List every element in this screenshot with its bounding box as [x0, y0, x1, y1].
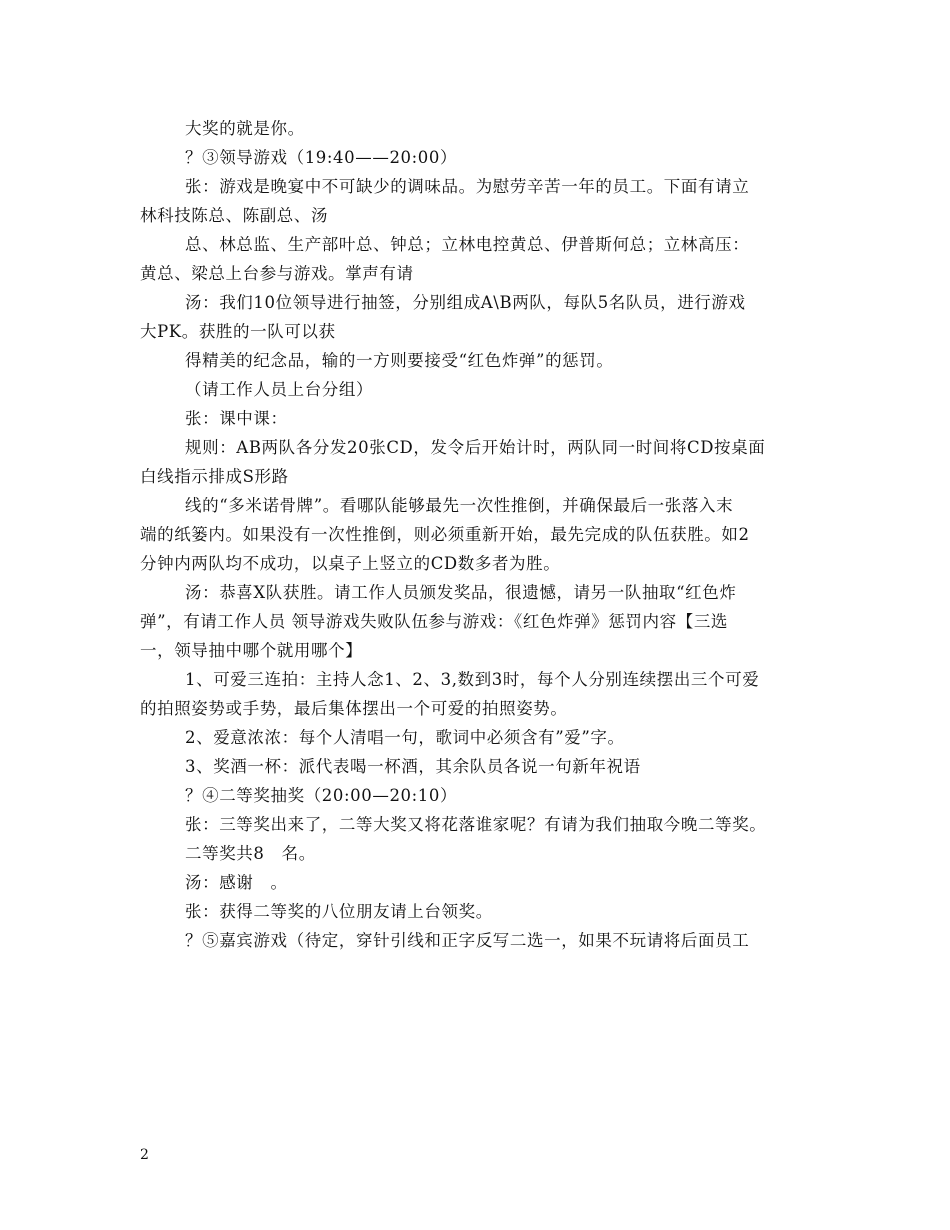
text-line: 一，领导抽中哪个就用哪个】 — [140, 641, 363, 660]
text-line: 得精美的纪念品，输的一方则要接受“红色炸弹”的惩罚。 — [185, 351, 614, 370]
text-line: 汤：恭喜X队获胜。请工作人员颁发奖品，很遗憾，请另一队抽取“红色炸 — [185, 583, 737, 602]
text-line: 黄总、梁总上台参与游戏。掌声有请 — [140, 264, 414, 283]
text-line: 汤：感谢 。 — [185, 873, 288, 892]
text-line: 汤：我们10位领导进行抽签，分别组成A\B两队，每队5名队员，进行游戏 — [185, 293, 746, 312]
text-line: 大奖的就是你。 — [185, 119, 305, 138]
text-line: 3、奖酒一杯：派代表喝一杯酒，其余队员各说一句新年祝语 — [185, 757, 641, 776]
text-line: 的拍照姿势或手势，最后集体摆出一个可爱的拍照姿势。 — [140, 699, 568, 718]
text-line: 白线指示排成S形路 — [140, 467, 289, 486]
text-line: 张：游戏是晚宴中不可缺少的调味品。为慰劳辛苦一年的员工。下面有请立 — [185, 177, 750, 196]
text-line: 线的“多米诺骨牌”。看哪队能够最先一次性推倒，并确保最后一张落入末 — [185, 496, 734, 515]
text-line: 端的纸篓内。如果没有一次性推倒，则必须重新开始，最先完成的队伍获胜。如2 — [140, 525, 750, 544]
document-page — [140, 114, 812, 955]
text-line: 总、林总监、生产部叶总、钟总；立林电控黄总、伊普斯何总；立林高压： — [185, 235, 750, 254]
text-line: 张：课中课： — [185, 409, 288, 428]
text-line: 大PK。获胜的一队可以获 — [140, 322, 336, 341]
text-line: 2、爱意浓浓：每个人清唱一句，歌词中必须含有”爱”字。 — [185, 728, 625, 747]
text-line: 张：三等奖出来了，二等大奖又将花落谁家呢？有请为我们抽取今晚二等奖。 — [185, 815, 767, 834]
text-line: 弹”，有请工作人员 领导游戏失败队伍参与游戏：《红色炸弹》惩罚内容【三选 — [140, 612, 729, 631]
text-line: 张：获得二等奖的八位朋友请上台领奖。 — [185, 902, 493, 921]
text-line: 二等奖共8 名。 — [185, 844, 316, 863]
text-line: ？③领导游戏（19:40——20:00） — [185, 148, 458, 167]
text-line: ？④二等奖抽奖（20:00—20:10） — [185, 786, 458, 805]
page-number: 2 — [140, 1147, 149, 1163]
text-line: （请工作人员上台分组） — [185, 380, 374, 399]
text-line: ？⑤嘉宾游戏（待定，穿针引线和正字反写二选一，如果不玩请将后面员工 — [185, 931, 750, 950]
text-line: 1、可爱三连拍：主持人念1、2、3,数到3时，每个人分别连续摆出三个可爱 — [185, 670, 760, 689]
text-line: 林科技陈总、陈副总、汤 — [140, 206, 329, 225]
text-line: 规则：AB两队各分发20张CD，发令后开始计时，两队同一时间将CD按桌面 — [185, 438, 766, 457]
text-line: 分钟内两队均不成功，以桌子上竖立的CD数多者为胜。 — [140, 554, 561, 573]
